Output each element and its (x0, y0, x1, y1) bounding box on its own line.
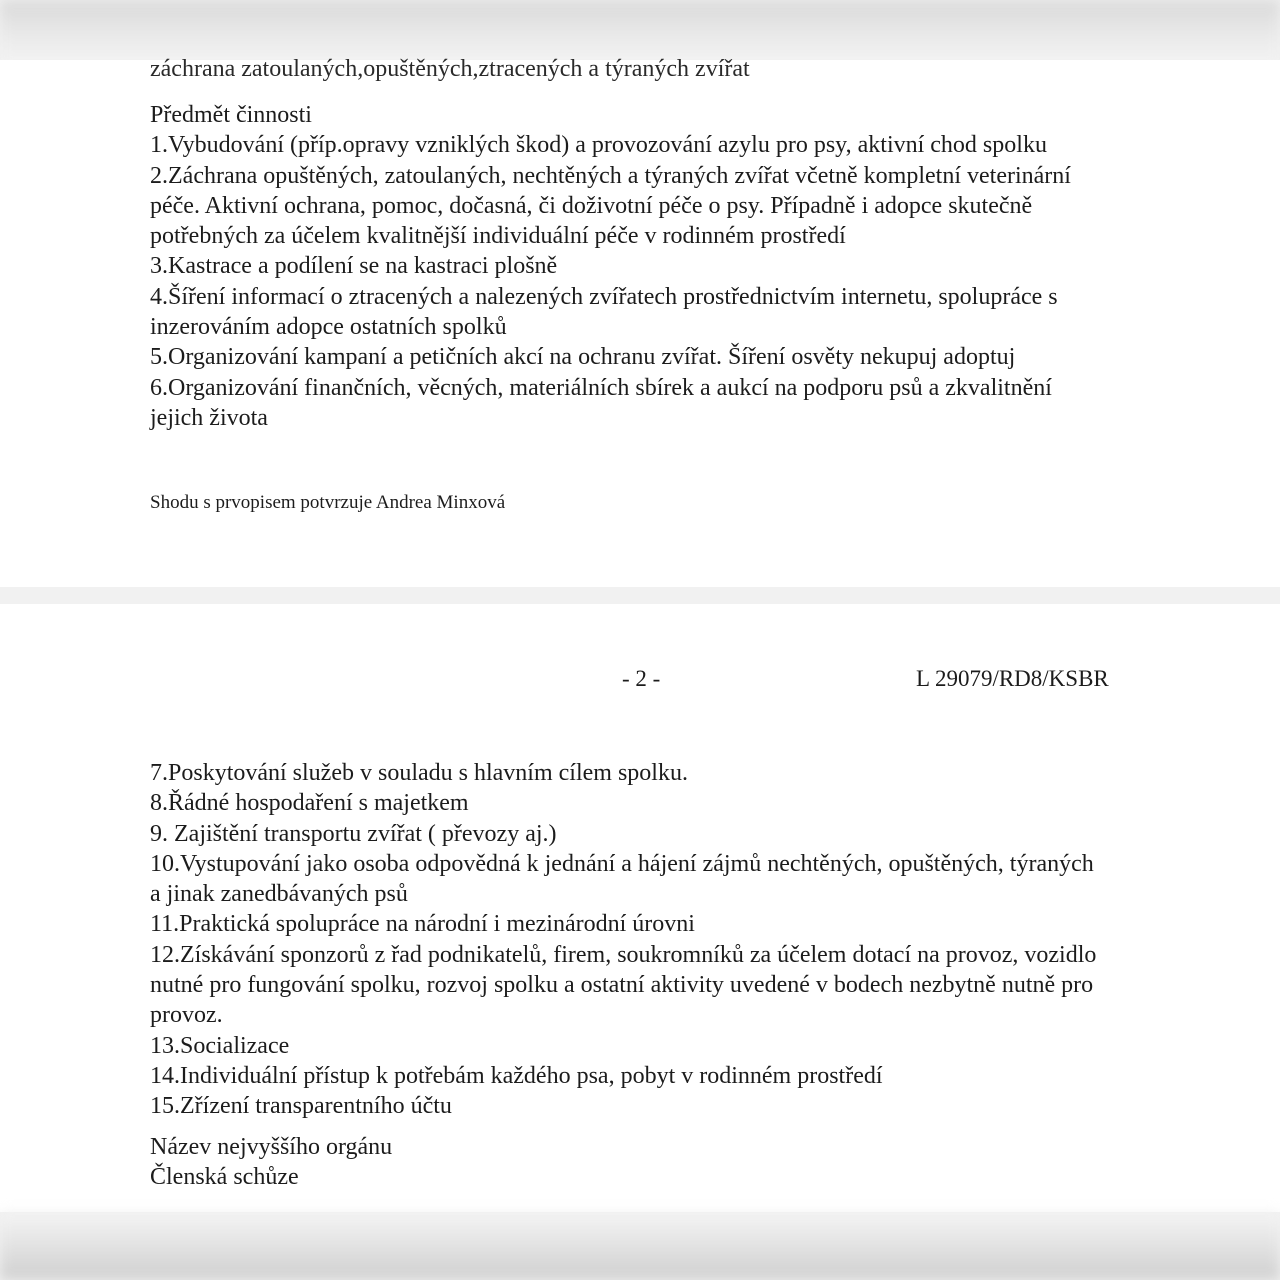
organ-value: Členská schůze (150, 1163, 299, 1190)
list-item: 5.Organizování kampaní a petičních akcí na ochranu zvířat. Šíření osvěty nekupuj adoptuj (150, 344, 1016, 371)
list-item: 8.Řádné hospodaření s majetkem (150, 790, 469, 817)
list-item: 14.Individuální přístup k potřebám každého psa, pobyt v rodinném prostředí (150, 1062, 883, 1089)
list-item: jejich života (150, 404, 268, 431)
page-number: - 2 - (622, 666, 661, 691)
section-heading: Předmět činnosti (150, 102, 312, 128)
activities-block-2 (150, 758, 1140, 1192)
list-item: 3.Kastrace a podílení se na kastraci plošně (150, 253, 558, 280)
spacer (150, 1122, 1140, 1132)
list-item: 4.Šíření informací o ztracených a nalezených zvířatech prostřednictvím internetu, spolupráce s (150, 283, 1058, 310)
cut-top-line: záchrana zatoulaných,opuštěných,ztracených a týraných zvířat (150, 56, 750, 82)
certification-note: Shodu s prvopisem potvrzuje Andrea Minxová (150, 492, 506, 513)
page-2 (0, 604, 1280, 1212)
list-item: 9. Zajištění transportu zvířat ( převozy aj.) (150, 820, 557, 847)
list-item: 15.Zřízení transparentního účtu (150, 1093, 452, 1120)
list-item: 13.Socializace (150, 1032, 290, 1059)
list-item: provoz. (150, 1002, 223, 1029)
bottom-blur-edge (0, 1212, 1280, 1280)
list-item: 7.Poskytování služeb v souladu s hlavním cílem spolku. (150, 760, 688, 786)
list-item: 12.Získávání sponzorů z řad podnikatelů, firem, soukromníků za účelem dotací na provoz, vozidlo (150, 941, 1097, 968)
list-item: potřebných za účelem kvalitnější individuální péče v rodinném prostředí (150, 223, 846, 250)
list-item: 2.Záchrana opuštěných, zatoulaných, nechtěných a týraných zvířat včetně kompletní veterinární (150, 162, 1071, 189)
list-item: inzerováním adopce ostatních spolků (150, 314, 507, 341)
list-item: 6.Organizování finančních, věcných, materiálních sbírek a aukcí na podporu psů a zkvalitnění (150, 374, 1052, 401)
activities-block-1 (150, 100, 1140, 433)
page-1 (0, 56, 1280, 587)
list-item: péče. Aktivní ochrana, pomoc, dočasná, či doživotní péče o psy. Případně i adopce skutečně (150, 192, 1033, 219)
list-item: 11.Praktická spolupráce na národní i mezinárodní úrovni (150, 911, 695, 938)
list-item: a jinak zanedbávaných psů (150, 881, 408, 908)
organ-heading: Název nejvyššího orgánu (150, 1133, 393, 1160)
list-item: nutné pro fungování spolku, rozvoj spolku a ostatní aktivity uvedené v bodech nezbytně nutně pro (150, 972, 1094, 999)
document-reference: L 29079/RD8/KSBR (916, 666, 1109, 691)
list-item: 10.Vystupování jako osoba odpovědná k jednání a hájení zájmů nechtěných, opuštěných, týraných (150, 850, 1094, 877)
list-item: 1.Vybudování (příp.opravy vzniklých škod) a provozování azylu pro psy, aktivní chod spolku (150, 132, 1047, 159)
